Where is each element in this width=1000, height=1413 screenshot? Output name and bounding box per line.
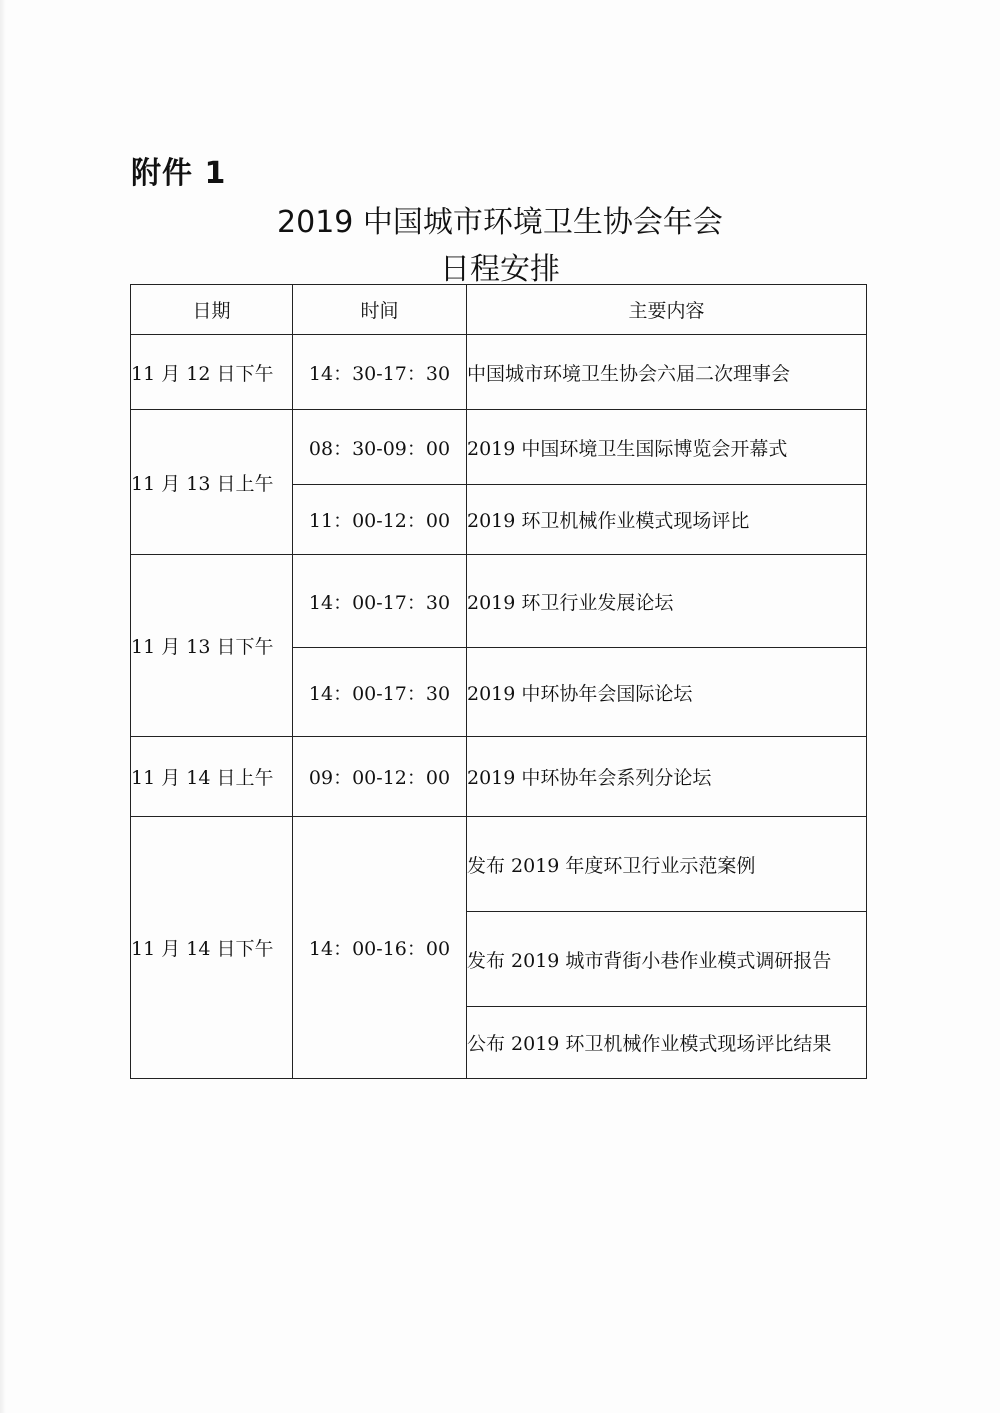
table-row xyxy=(131,410,867,485)
table-row xyxy=(131,335,867,410)
time-cell: 08：30-09：00 xyxy=(293,410,467,485)
date-cell: 11 月 13 日上午 xyxy=(131,410,293,555)
time-cell: 14：00-17：30 xyxy=(293,555,467,648)
time-cell: 14：00-16：00 xyxy=(293,817,467,1079)
time-cell: 09：00-12：00 xyxy=(293,737,467,817)
content-cell: 2019 环卫行业发展论坛 xyxy=(467,555,867,648)
content-cell: 2019 中环协年会系列分论坛 xyxy=(467,737,867,817)
date-cell: 11 月 14 日上午 xyxy=(131,737,293,817)
table-row xyxy=(131,737,867,817)
time-cell: 14：30-17：30 xyxy=(293,335,467,410)
table-header-row xyxy=(131,285,867,335)
content-cell: 公布 2019 环卫机械作业模式现场评比结果 xyxy=(467,1007,867,1079)
date-cell: 11 月 12 日下午 xyxy=(131,335,293,410)
content-cell: 中国城市环境卫生协会六届二次理事会 xyxy=(467,335,867,410)
time-cell: 14：00-17：30 xyxy=(293,648,467,737)
table-row xyxy=(131,817,867,912)
date-cell: 11 月 14 日下午 xyxy=(131,817,293,1079)
date-cell: 11 月 13 日下午 xyxy=(131,555,293,737)
document-title: 2019 中国城市环境卫生协会年会 xyxy=(277,205,723,240)
header-date: 日期 xyxy=(131,285,293,335)
content-cell: 2019 中国环境卫生国际博览会开幕式 xyxy=(467,410,867,485)
schedule-table xyxy=(130,284,867,1079)
content-cell: 2019 环卫机械作业模式现场评比 xyxy=(467,485,867,555)
table-row xyxy=(131,555,867,648)
header-time: 时间 xyxy=(293,285,467,335)
content-cell: 2019 中环协年会国际论坛 xyxy=(467,648,867,737)
content-cell: 发布 2019 年度环卫行业示范案例 xyxy=(467,817,867,912)
content-cell: 发布 2019 城市背街小巷作业模式调研报告 xyxy=(467,912,867,1007)
attachment-label: 附件 1 xyxy=(131,156,227,191)
document-subtitle: 日程安排 xyxy=(440,252,560,287)
time-cell: 11：00-12：00 xyxy=(293,485,467,555)
header-content: 主要内容 xyxy=(467,285,867,335)
